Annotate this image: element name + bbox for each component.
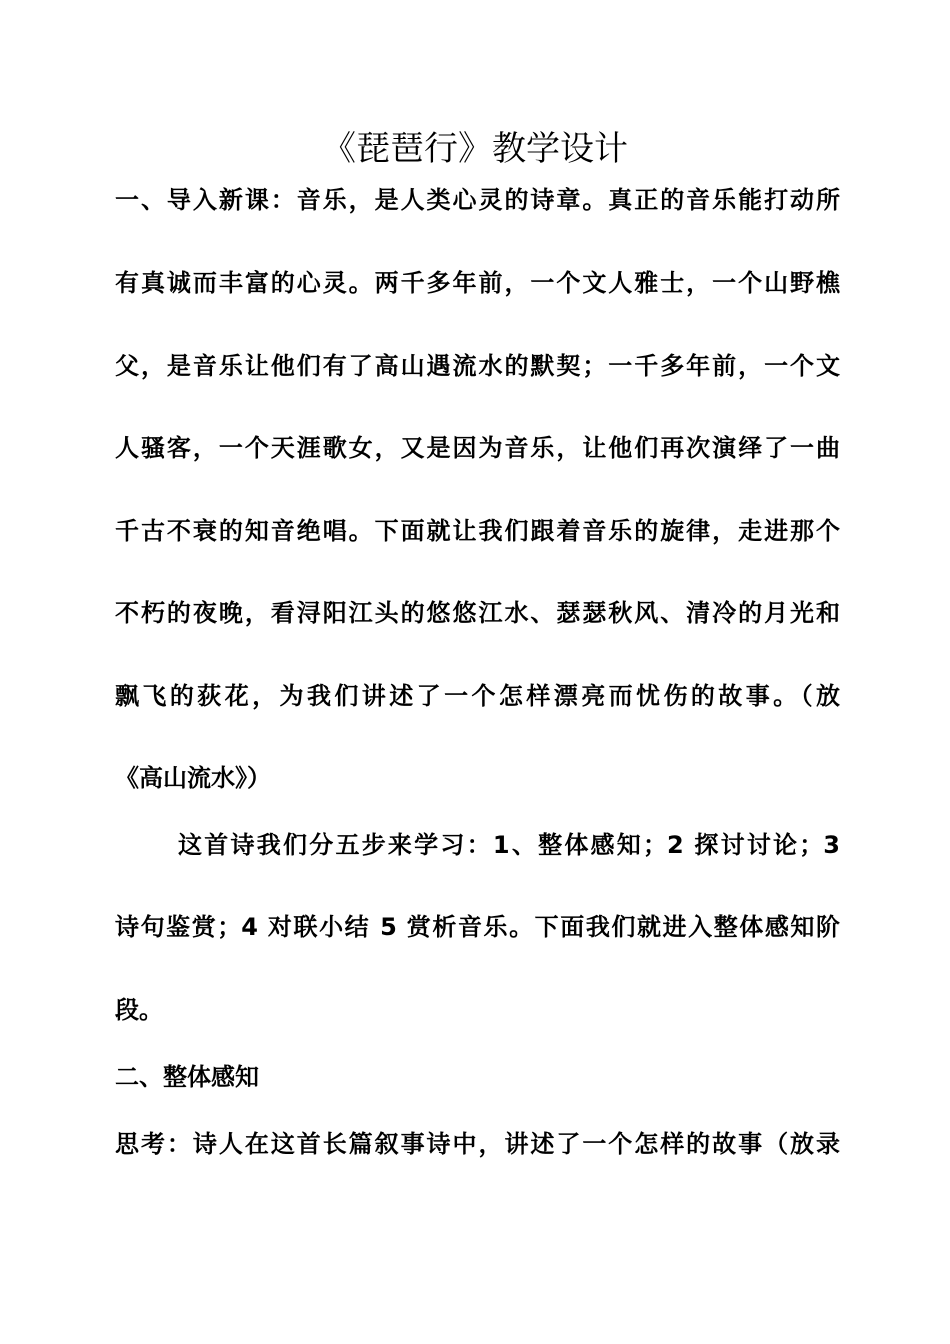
section-heading: 二、整体感知: [115, 1063, 259, 1091]
paragraph-line-7: 飘飞的荻花，为我们讲述了一个怎样漂亮而忧伤的故事。（放: [115, 682, 840, 710]
paragraph-line-9: 这首诗我们分五步来学习：1、整体感知；2 探讨讨论；3: [178, 831, 840, 859]
paragraph-line-6: 不朽的夜晚，看浔阳江头的悠悠江水、瑟瑟秋风、清冷的月光和: [115, 599, 840, 627]
paragraph-line-3: 父，是音乐让他们有了高山遇流水的默契；一千多年前，一个文: [115, 352, 840, 380]
paragraph-line-2: 有真诚而丰富的心灵。两千多年前，一个文人雅士，一个山野樵: [115, 269, 840, 297]
paragraph-line-1: 一、导入新课：音乐，是人类心灵的诗章。真正的音乐能打动所: [115, 186, 840, 214]
paragraph-line-13: 思考：诗人在这首长篇叙事诗中，讲述了一个怎样的故事（放录: [115, 1130, 840, 1158]
paragraph-line-4: 人骚客，一个天涯歌女，又是因为音乐，让他们再次演绎了一曲: [115, 434, 840, 462]
paragraph-line-8: 《高山流水》）: [115, 764, 271, 792]
paragraph-line-10: 诗句鉴赏；4 对联小结 5 赏析音乐。下面我们就进入整体感知阶: [115, 913, 840, 941]
paragraph-line-11: 段。: [115, 996, 163, 1024]
paragraph-line-5: 千古不衰的知音绝唱。下面就让我们跟着音乐的旋律，走进那个: [115, 517, 840, 545]
document-title: 《琵琶行》教学设计: [322, 129, 628, 169]
